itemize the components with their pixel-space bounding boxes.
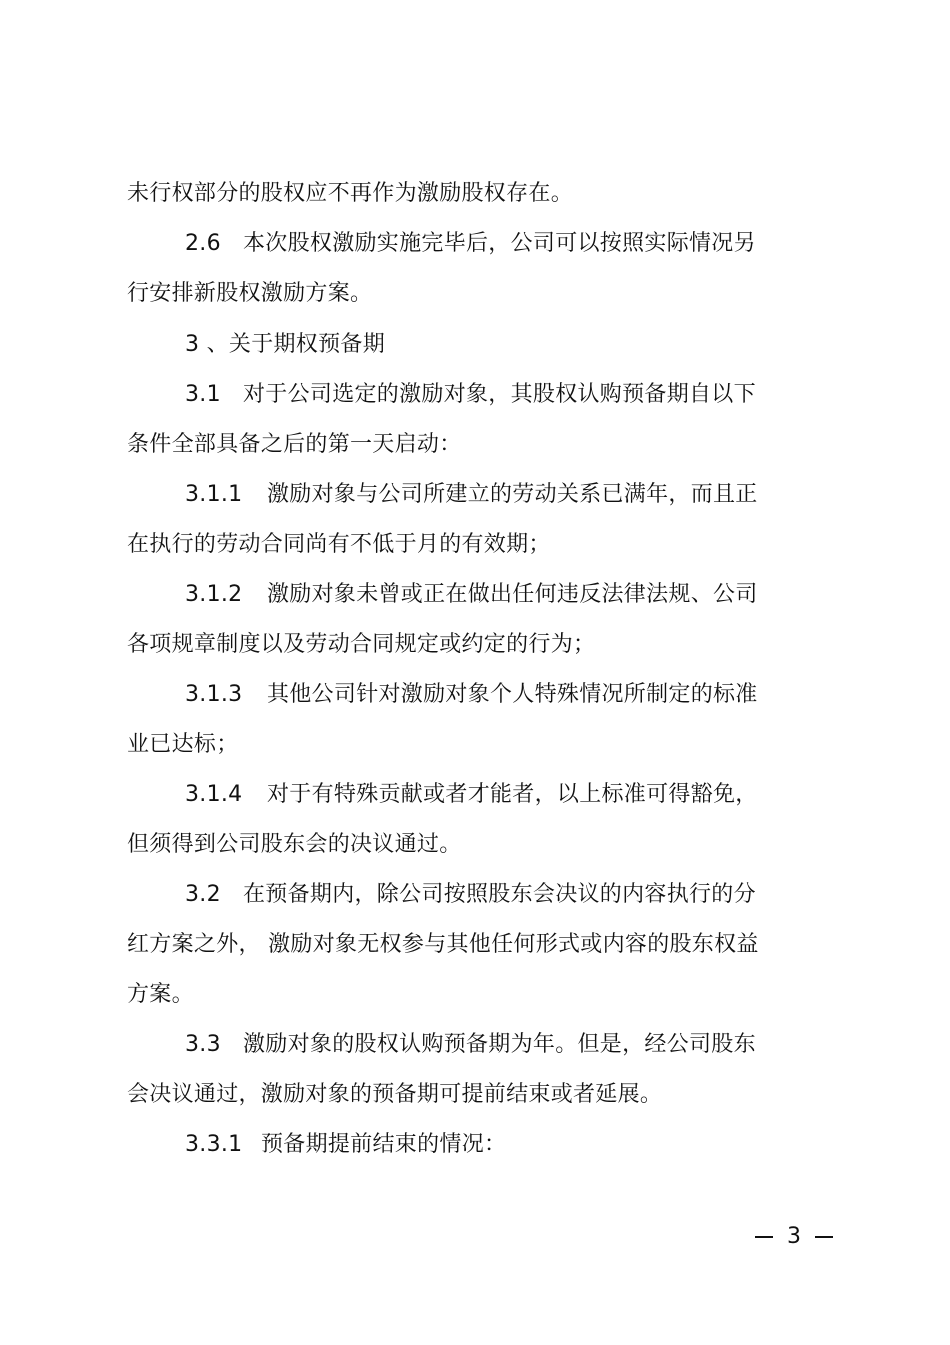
text-line: 条件全部具备之后的第一天启动：: [127, 432, 462, 457]
clause-3-3: 3.3 激励对象的股权认购预备期为年。但是，经公司股东: [185, 1030, 756, 1060]
clause-3-1-1: 3.1.1 激励对象与公司所建立的劳动关系已满年，而且正: [185, 480, 758, 510]
text-line: 会决议通过，激励对象的预备期可提前结束或者延展。: [127, 1082, 663, 1107]
text-line: 在执行的劳动合同尚有不低于月的有效期；: [127, 532, 551, 557]
clause-number: 2.6: [185, 231, 221, 256]
text-line: 红方案之外， 激励对象无权参与其他任何形式或内容的股东权益: [127, 932, 759, 957]
clause-3-2: 3.2 在预备期内，除公司按照股东会决议的内容执行的分: [185, 880, 756, 910]
clause-3-1-2: 3.1.2 激励对象未曾或正在做出任何违反法律法规、公司: [185, 580, 758, 610]
clause-number: 3.1.1: [185, 482, 243, 507]
clause-number: 3.3.1: [185, 1132, 243, 1157]
clause-number: 3.2: [185, 882, 221, 907]
clause-number: 3.1.2: [185, 582, 243, 607]
footer-dash-right: [815, 1236, 833, 1238]
text-line: 方案。: [127, 982, 194, 1007]
clause-3-1-3: 3.1.3 其他公司针对激励对象个人特殊情况所制定的标准: [185, 680, 758, 710]
text-line: 各项规章制度以及劳动合同规定或约定的行为；: [127, 632, 596, 657]
page-number: 3: [787, 1224, 801, 1249]
text-line: 业已达标；: [127, 732, 239, 757]
clause-number: 3.1.4: [185, 782, 243, 807]
text-line: 未行权部分的股权应不再作为激励股权存在。: [127, 181, 574, 206]
clause-number: 3.1.3: [185, 682, 243, 707]
section-3-heading: 3 、关于期权预备期: [185, 332, 386, 357]
text-line: 行安排新股权激励方案。: [127, 281, 373, 306]
clause-3-1: 3.1 对于公司选定的激励对象，其股权认购预备期自以下: [185, 380, 756, 410]
clause-number: 3: [185, 332, 200, 357]
page-footer: [755, 1222, 833, 1252]
clause-3-1-4: 3.1.4 对于有特殊贡献或者才能者，以上标准可得豁免，: [185, 780, 758, 810]
clause-2-6: 2.6 本次股权激励实施完毕后，公司可以按照实际情况另: [185, 229, 756, 259]
clause-3-3-1: 3.3.1 预备期提前结束的情况：: [185, 1130, 506, 1160]
text-line: 但须得到公司股东会的决议通过。: [127, 832, 462, 857]
footer-dash-left: [755, 1236, 773, 1238]
clause-number: 3.1: [185, 382, 221, 407]
clause-number: 3.3: [185, 1032, 221, 1057]
